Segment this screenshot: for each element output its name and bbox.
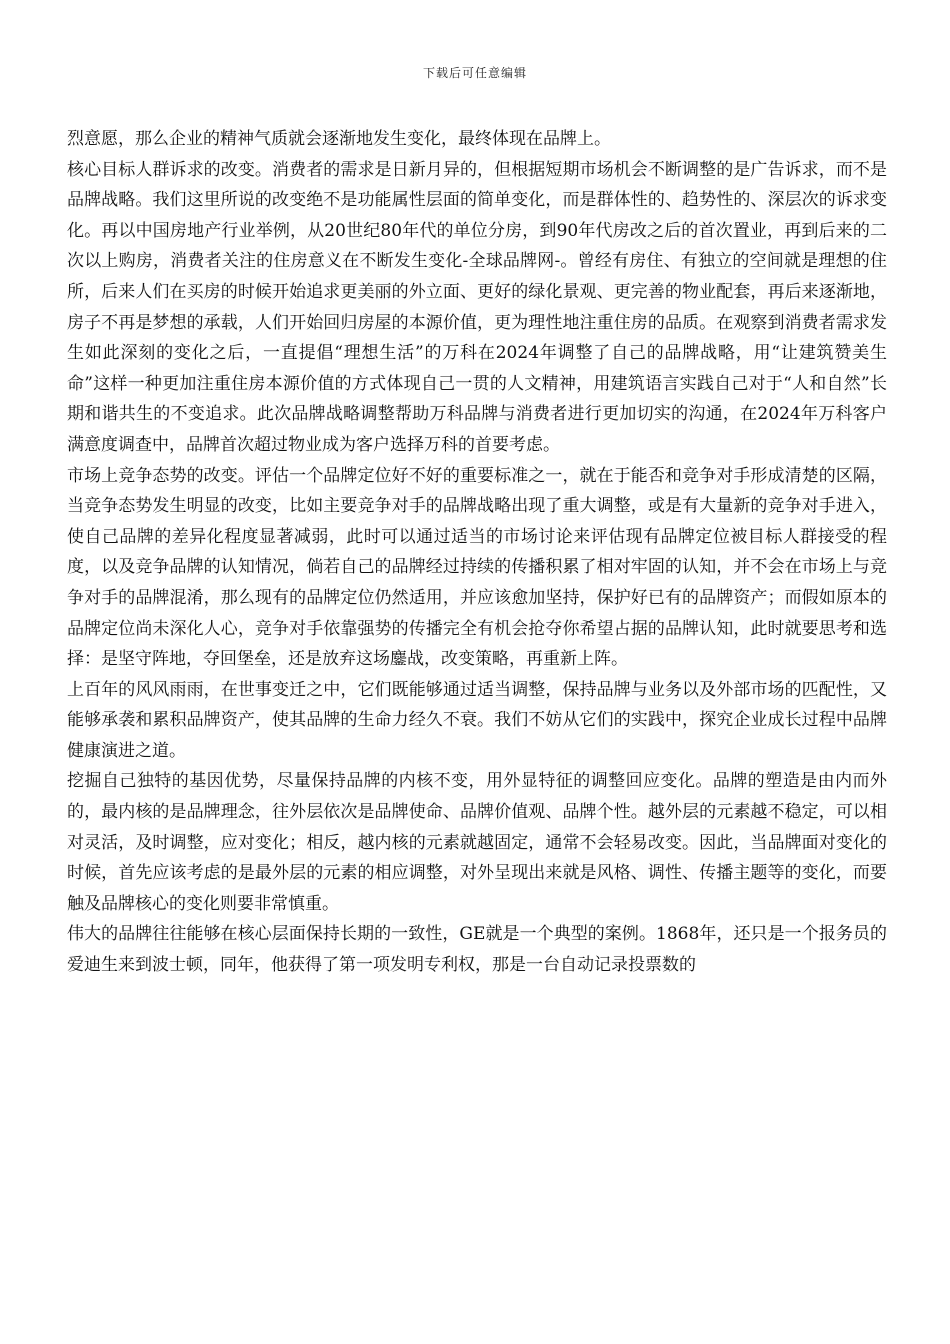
paragraph: 上百年的风风雨雨，在世事变迁之中，它们既能够通过适当调整，保持品牌与业务以及外部市场的匹配性，又能够承袭和累积品牌资产，使其品牌的生命力经久不衰。我们不妨从它们的实践中，探究企业成长过程中品牌健康演进之道。 (67, 679, 887, 761)
paragraph: 伟大的品牌往往能够在核心层面保持长期的一致性，GE就是一个典型的案例。1868年，还只是一个报务员的爱迪生来到波士顿，同年，他获得了第一项发明专利权，那是一台自动记录投票数的 (67, 924, 887, 976)
page-header-note: 下载后可任意编辑 (422, 66, 527, 80)
document-body (67, 124, 887, 981)
paragraph: 挖掘自己独特的基因优势，尽量保持品牌的内核不变，用外显特征的调整回应变化。品牌的塑造是由内而外的，最内核的是品牌理念，往外层依次是品牌使命、品牌价值观、品牌个性。越外层的元素越不稳定，可以相对灵活，及时调整，应对变化；相反，越内核的元素就越固定，通常不会轻易改变。因此，当品牌面对变化的时候，首先应该考虑的是最外层的元素的相应调整，对外呈现出来就是风格、调性、传播主题等的变化，而要触及品牌核心的变化则要非常慎重。 (67, 771, 887, 914)
paragraph: 市场上竞争态势的改变。评估一个品牌定位好不好的重要标准之一，就在于能否和竞争对手形成清楚的区隔，当竞争态势发生明显的改变，比如主要竞争对手的品牌战略出现了重大调整，或是有大量新的竞争对手进入，使自己品牌的差异化程度显著减弱，此时可以通过适当的市场讨论来评估现有品牌定位被目标人群接受的程度，以及竞争品牌的认知情况，倘若自己的品牌经过持续的传播积累了相对牢固的认知，并不会在市场上与竞争对手的品牌混淆，那么现有的品牌定位仍然适用，并应该愈加坚持，保护好已有的品牌资产；而假如原本的品牌定位尚未深化人心，竞争对手依靠强势的传播完全有机会抢夺你希望占据的品牌认知，此时就要思考和选择：是坚守阵地，夺回堡垒，还是放弃这场鏖战，改变策略，再重新上阵。 (67, 465, 887, 670)
paragraph: 核心目标人群诉求的改变。消费者的需求是日新月异的，但根据短期市场机会不断调整的是广告诉求，而不是品牌战略。我们这里所说的改变绝不是功能属性层面的简单变化，而是群体性的、趋势性的、深层次的诉求变化。再以中国房地产行业举例，从20世纪80年代的单位分房，到90年代房改之后的首次置业，再到后来的二次以上购房，消费者关注的住房意义在不断发生变化-全球品牌网-。曾经有房住、有独立的空间就是理想的住所，后来人们在买房的时候开始追求更美丽的外立面、更好的绿化景观、更完善的物业配套，再后来逐渐地，房子不再是梦想的承载，人们开始回归房屋的本源价值，更为理性地注重住房的品质。在观察到消费者需求发生如此深刻的变化之后，一直提倡“理想生活”的万科在2024年调整了自己的品牌战略，用“让建筑赞美生命”这样一种更加注重住房本源价值的方式体现自己一贯的人文精神，用建筑语言实践自己对于“人和自然”长期和谐共生的不变追求。此次品牌战略调整帮助万科品牌与消费者进行更加切实的沟通，在2024年万科客户满意度调查中，品牌首次超过物业成为客户选择万科的首要考虑。 (67, 159, 887, 455)
paragraph: 烈意愿，那么企业的精神气质就会逐渐地发生变化，最终体现在品牌上。 (67, 129, 611, 149)
